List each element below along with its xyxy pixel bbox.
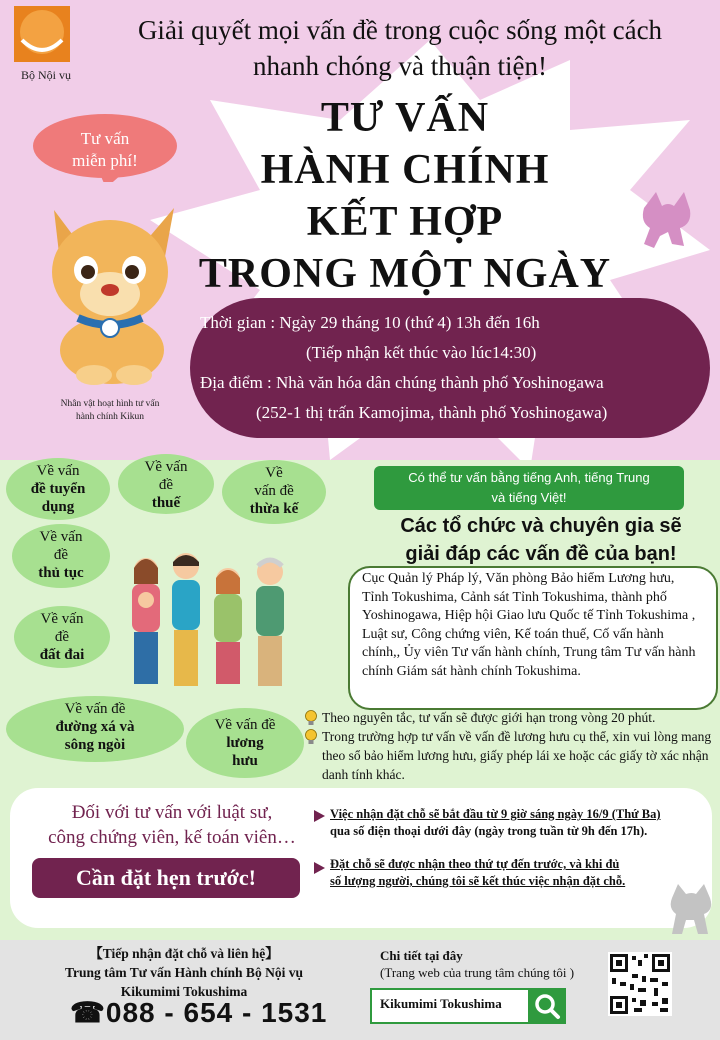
topic-line (16, 564, 106, 582)
topic-land-text (18, 610, 106, 664)
dog-silhouette-icon (664, 880, 716, 936)
topic-line: Về vấn đề (64, 701, 126, 717)
topic-line: Về vấn đề (214, 717, 276, 733)
lawyer-line-1: Đối với tư vấn với luật sư, (71, 802, 273, 823)
event-time-note: (Tiếp nhận kết thúc vào lúc14:30) (306, 343, 537, 362)
booking-item-1-line-2: qua số điện thoại dưới đây (ngày trong tuần từ 9h đến 17h). (330, 824, 648, 838)
booking-item-1 (330, 806, 710, 840)
contact-line-3: Kikumimi Tokushima (120, 984, 248, 999)
notes-list (302, 708, 720, 784)
topic-line (14, 736, 176, 754)
topic-line-bold: đường xá và (55, 719, 135, 735)
topic-employment-text (14, 462, 102, 516)
topic-tax-text (124, 458, 208, 512)
language-line-1: Có thể tư vấn bằng tiếng Anh, tiếng Trung (408, 470, 650, 485)
lawyer-line-2: công chứng viên, kế toán viên… (48, 827, 296, 848)
topic-line-bold: thủ tục (38, 565, 84, 581)
experts-heading-line-2: giải đáp các vấn đề của bạn! (405, 543, 677, 565)
page-title (160, 92, 650, 300)
details-title: Chi tiết tại đây (380, 948, 463, 963)
lightbulb-icon (304, 710, 318, 726)
mascot-caption (42, 398, 178, 424)
topic-line-bold: thừa kế (249, 501, 299, 517)
appointment-required-text: Cần đặt hẹn trước! (76, 865, 256, 890)
free-consultation-text (40, 128, 170, 172)
booking-item-1-line-1 (330, 806, 710, 823)
mascot-caption-line-2: hành chính Kikun (75, 412, 145, 422)
topic-line-bold: đề tuyển (30, 481, 86, 497)
topic-line: Về (265, 465, 283, 481)
mascot-caption-line-1: Nhân vật hoạt hình tư vấn (60, 399, 160, 409)
topic-line-bold: thuế (151, 495, 181, 511)
lawyer-consultation-text (22, 800, 322, 850)
event-place: Địa điểm : Nhà văn hóa dân chúng thành phố Yoshinogawa (200, 373, 604, 392)
experts-heading (362, 512, 720, 568)
event-address: (252-1 thị trấn Kamojima, thành phố Yoshinogawa) (256, 403, 608, 422)
topic-line (192, 752, 298, 770)
free-bubble-line-2: miễn phí! (72, 151, 138, 170)
note-text: Theo nguyên tắc, tư vấn sẽ được giới hạn trong vòng 20 phút. (322, 710, 656, 725)
organizations-list: Cục Quản lý Pháp lý, Văn phòng Bảo hiểm Lương hưu, Tỉnh Tokushima, Cảnh sát Tỉnh Tokushima, thành phố Yoshinogawa, Hiệp hội Giao lưu Quốc tế Tỉnh Tokushima , Luật sư, Công chứng viên, Kế toán thuế, Cố vấn hành chính,, Ủy viên Tư vấn hành chính, Trung tâm Tư vấn hành chính Giám sát hành chính Tokushima. (362, 571, 696, 679)
headline-line-1: Giải quyết mọi vấn đề trong cuộc sống một cách (137, 15, 663, 45)
experts-heading-line-1: Các tổ chức và chuyên gia sẽ (400, 515, 682, 537)
topic-line (18, 646, 106, 664)
dog-silhouette-icon (634, 188, 698, 252)
title-line-1: TƯ VẤN (320, 95, 490, 141)
event-info-text (200, 308, 700, 428)
title-line-3: KẾT HỢP (306, 199, 504, 245)
logo-label: Bộ Nội vụ (20, 68, 71, 82)
booking-item-1-underlined: Việc nhận đặt chỗ sẽ bắt đầu từ 9 giờ sáng ngày 16/9 (Thứ Ba) (330, 807, 661, 821)
topic-line (14, 718, 176, 736)
triangle-bullet-icon (314, 862, 325, 874)
language-banner-text (374, 468, 684, 508)
ministry-logo-icon (14, 6, 70, 62)
title-line-2: HÀNH CHÍNH (260, 147, 550, 193)
topic-line: Về vấn (39, 529, 83, 545)
topic-line-bold: dụng (41, 499, 75, 515)
triangle-bullet-icon (314, 810, 325, 822)
note-item (302, 708, 720, 727)
contact-line-2: Trung tâm Tư vấn Hành chính Bộ Nội vụ (65, 965, 303, 980)
booking-item-2-line-2 (330, 873, 710, 890)
booking-item-2-underlined-1: Đặt chỗ sẽ được nhận theo thứ tự đến trước, và khi đủ (330, 857, 620, 871)
topic-line: Về vấn (36, 463, 80, 479)
topic-line-bold: hưu (232, 753, 258, 769)
topic-line: đề (158, 477, 174, 493)
note-item (302, 727, 720, 784)
search-input-value: Kikumimi Tokushima (380, 996, 502, 1011)
contact-info (14, 944, 354, 1001)
topic-line (124, 494, 208, 512)
search-icon (528, 988, 566, 1024)
topic-line: đề (53, 547, 69, 563)
topic-line-bold: đất đai (39, 647, 85, 663)
phone-number-text: 088 - 654 - 1531 (105, 997, 328, 1028)
topic-line: Về vấn (40, 611, 84, 627)
topic-line (14, 498, 102, 516)
headline-line-2: nhanh chóng và thuận tiện! (253, 51, 547, 81)
title-line-4: TRONG MỘT NGÀY (198, 251, 612, 297)
note-text: Trong trường hợp tư vấn về vấn đề lương hưu cụ thể, xin vui lòng mang theo sổ bảo hiểm lương hưu, giấy phép lái xe hoặc các giấy tờ xác nhận danh tính khác. (322, 729, 712, 782)
booking-item-2 (330, 856, 710, 890)
topic-line: vấn đề (254, 483, 294, 499)
phone-icon: ☎ (70, 997, 106, 1028)
headline (80, 12, 720, 84)
topic-line-bold: sông ngòi (64, 737, 126, 753)
topic-procedures-text (16, 528, 106, 582)
topic-line (14, 480, 102, 498)
phone-number[interactable] (70, 996, 350, 1029)
topic-line (192, 734, 298, 752)
topic-line: đề (54, 629, 70, 645)
booking-item-2-underlined-2: số lượng người, chúng tôi sẽ kết thúc việc nhận đặt chỗ. (330, 874, 626, 888)
family-illustration (124, 548, 304, 696)
topic-line (228, 500, 320, 518)
search-button[interactable] (528, 988, 566, 1024)
topic-roads-rivers-text (14, 700, 176, 754)
booking-item-2-line-1 (330, 856, 710, 873)
mascot-dog-image (34, 190, 184, 390)
topic-line: Về vấn (144, 459, 188, 475)
contact-line-1: 【Tiếp nhận đặt chỗ và liên hệ】 (89, 946, 279, 961)
details-subtitle: (Trang web của trung tâm chúng tôi ) (380, 965, 575, 980)
language-line-2: và tiếng Việt! (491, 490, 567, 505)
topic-line-bold: lương (226, 735, 264, 751)
topic-pension-text (192, 716, 298, 770)
lightbulb-icon (304, 729, 318, 745)
free-bubble-line-1: Tư vấn (80, 129, 130, 148)
event-time: Thời gian : Ngày 29 tháng 10 (thứ 4) 13h đến 16h (200, 313, 540, 332)
topic-inheritance-text (228, 464, 320, 518)
qr-code-icon[interactable] (608, 952, 672, 1016)
